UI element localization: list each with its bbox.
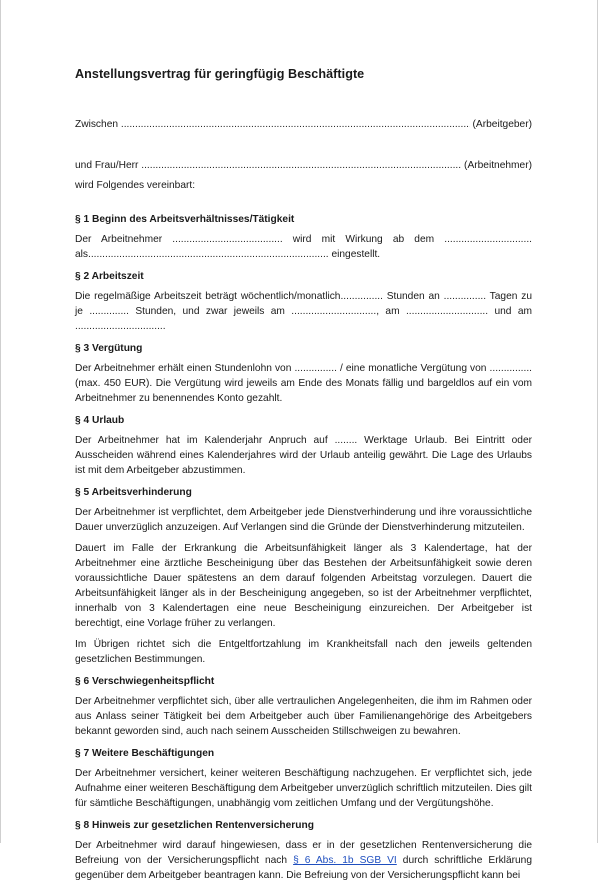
section-text: Der Arbeitnehmer hat im Kalenderjahr Anpruch auf ........ Werktage Urlaub. Bei Eintritt oder Ausscheiden während eines Kalenderjahres wird der Urlaub anteilig gewährt. Die Lage des Urlaubs ist mit dem Arbeitgeber abzustimmen. [75, 435, 532, 476]
section-text-after: durch schriftliche Erklärung gegenüber dem Arbeitgeber beantragen kann. Die Befreiung von der Versicherungspflicht kann bei [75, 855, 533, 881]
section-paragraph-3: Im Übrigen richtet sich die Entgeltfortzahlung im Krankheitsfall nach den jeweils geltenden gesetzlichen Bestimmungen. [75, 639, 532, 665]
section-heading: § 1 Beginn des Arbeitsverhältnisses/Tätigkeit [75, 214, 295, 225]
section-paragraph-1: Der Arbeitnehmer ist verpflichtet, dem Arbeitgeber jede Dienstverhinderung und ihre voraussichtliche Dauer unverzüglich anzuzeigen. Auf Verlangen sind die Gründe der Dienstverhinderung mitzuteilen. [75, 507, 532, 533]
employee-prefix: und Frau/Herr ..... [75, 158, 532, 173]
section-text-before: Der Arbeitnehmer wird darauf hingewiesen, dass er in der gesetzlichen Rentenversicherung die Befreiung von der Versicherungspflicht nach [75, 840, 532, 866]
section-text: Der Arbeitnehmer versichert, keiner weiteren Beschäftigung nachzugehen. Er verpflichtet sich, jede Aufnahme einer weiteren Beschäftigung dem Arbeitgeber unverzüglich schriftlich mitzuteilen. Dies gilt für sämtliche Beschäftigungen, unabhängig vom zeitlichen Umfang und der Vergütungshöhe. [75, 768, 532, 809]
section-heading: § 2 Arbeitszeit [75, 271, 144, 282]
section-paragraph-2: Dauert im Falle der Erkrankung die Arbeitsunfähigkeit länger als 3 Kalendertage, hat der Arbeitnehmer eine ärztliche Bescheinigung über das Bestehen der Arbeitsunfähigkeit sowie deren voraussichtliche Dauer spätestens an dem darauf folgenden Arbeitstag vorzulegen. Dauert die Arbeitsunfähigkeit länger als in der Bescheinigung angegeben, so ist der Arbeitnehmer verpflichtet, innerhalb von 3 Kalendertagen eine neue Bescheinigung einzureichen. Der Arbeitgeber ist berechtigt, eine Vorlage früher zu verlangen. [75, 543, 532, 629]
section-text: Die regelmäßige Arbeitszeit beträgt wöchentlich/monatlich............... Stunden an ............... Tagen zu je .............. Stunden, und zwar jeweils am .............................., am ............................. und am ................................ [75, 291, 532, 332]
document-content [75, 66, 532, 883]
section-2 [75, 269, 532, 334]
section-text: Der Arbeitnehmer verpflichtet sich, über alle vertraulichen Angelegenheiten, die ihm im Rahmen oder aus Anlass seiner Tätigkeit bei dem Arbeitgeber auch über Familienangehörige des Arbeitgebers bekannt geworden sind, auch nach seinem Ausscheiden Stillschweigen zu bewahren. [75, 696, 532, 737]
section-heading: § 3 Vergütung [75, 343, 143, 354]
section-1 [75, 212, 532, 262]
section-7 [75, 746, 532, 811]
section-heading: § 7 Weitere Beschäftigungen [75, 748, 215, 759]
employer-prefix: Zwischen ..... [75, 117, 532, 132]
section-text: Der Arbeitnehmer ....................................... wird mit Wirkung ab dem ............................... als..................................................................................... eingestellt. [75, 234, 532, 260]
section-6 [75, 674, 532, 739]
section-heading: § 8 Hinweis zur gesetzlichen Rentenversicherung [75, 820, 314, 831]
employer-line [75, 117, 532, 132]
section-4 [75, 413, 532, 478]
section-3 [75, 341, 532, 406]
employee-line [75, 158, 532, 173]
section-5 [75, 485, 532, 667]
employee-role: (Arbeitnehmer) [461, 158, 532, 173]
section-heading: § 5 Arbeitsverhinderung [75, 487, 192, 498]
section-heading: § 4 Urlaub [75, 415, 125, 426]
document-title: Anstellungsvertrag für geringfügig Beschäftigte [75, 67, 365, 81]
agreement-intro: wird Folgendes vereinbart: [75, 180, 196, 191]
section-8 [75, 818, 532, 883]
section-text: Der Arbeitnehmer erhält einen Stundenlohn von ............... / eine monatliche Vergütung von ............... (max. 450 EUR). Die Vergütung wird jeweils am Ende des Monats fällig und bargeldlos auf ein vom Arbeitnehmer zu benennendes Konto gezahlt. [75, 363, 532, 404]
section-text [75, 838, 532, 883]
section-heading: § 6 Verschwiegenheitspflicht [75, 676, 215, 687]
employer-role: (Arbeitgeber) [470, 117, 532, 132]
sgb-vi-link[interactable]: § 6 Abs. 1b SGB VI [293, 855, 397, 866]
